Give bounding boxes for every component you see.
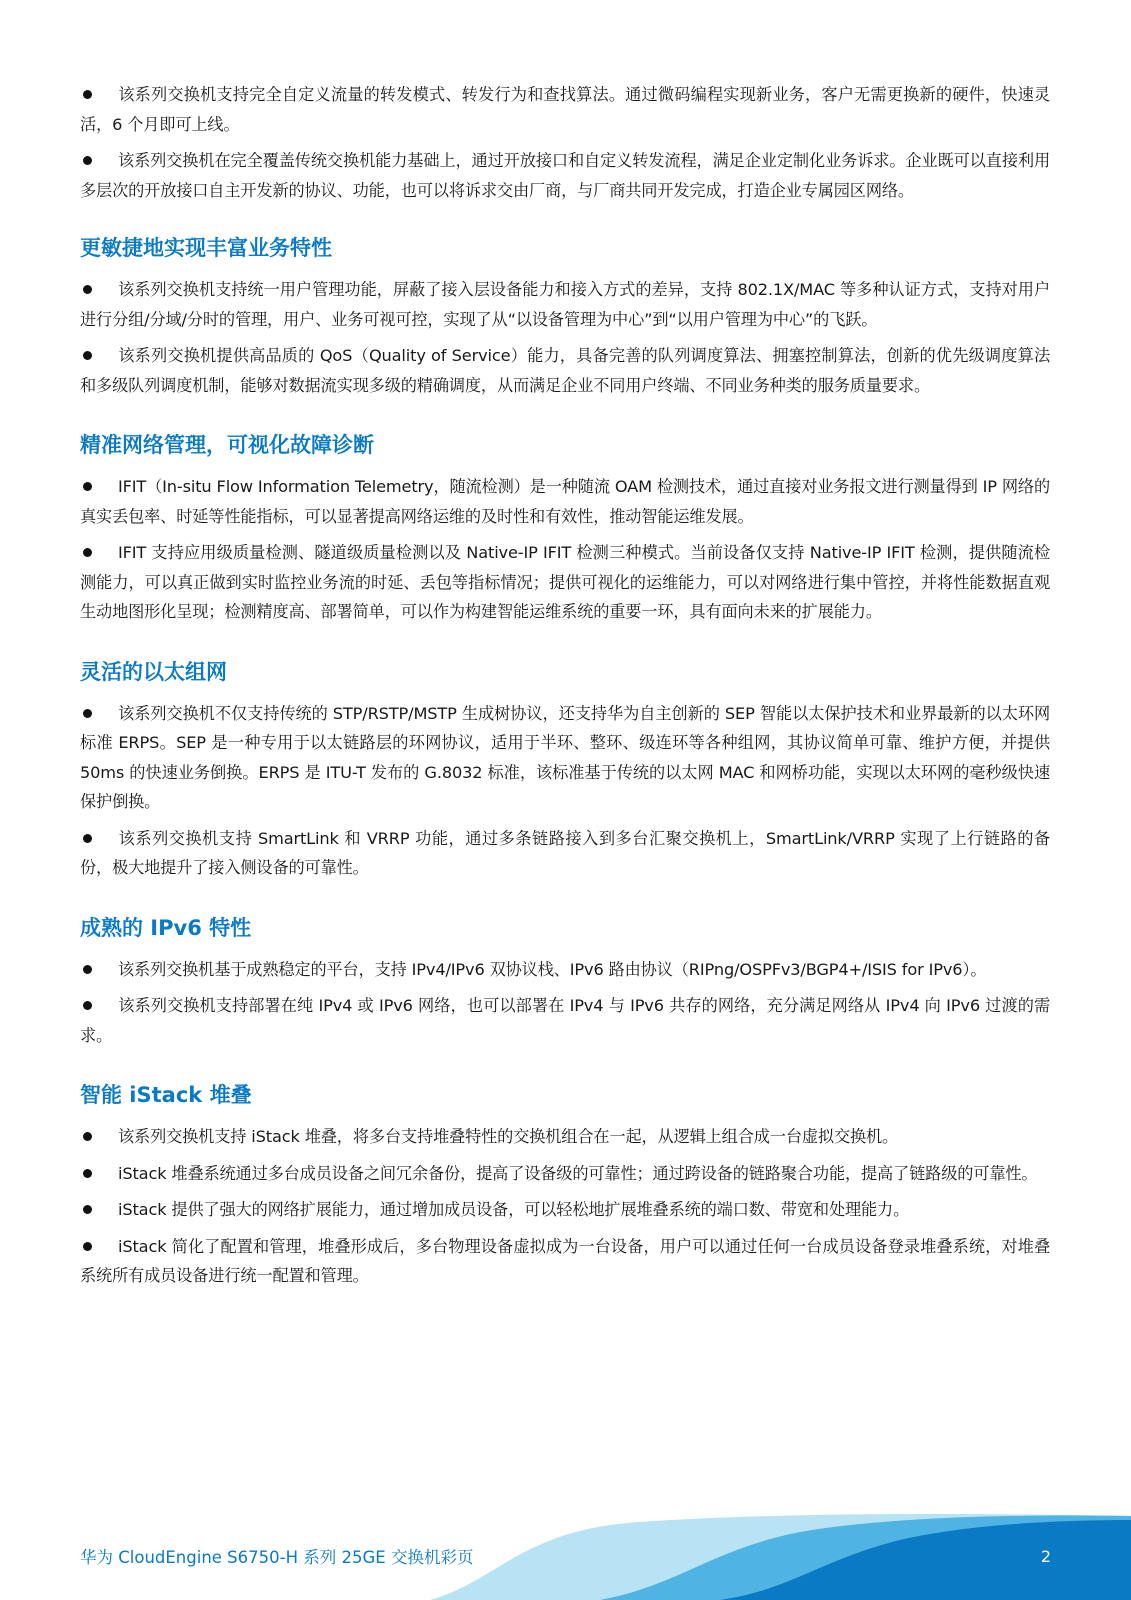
bullet-dot-icon — [83, 548, 92, 557]
bullet-item: 该系列交换机支持完全自定义流量的转发模式、转发行为和查找算法。通过微码编程实现新业务，客户无需更换新的硬件，快速灵活，6 个月即可上线。 — [80, 85, 1050, 134]
bullet-item: 该系列交换机提供高品质的 QoS（Quality of Service）能力，具备完善的队列调度算法、拥塞控制算法，创新的优先级调度算法和多级队列调度机制，能够对数据流实现多级的精确调度，从而满足企业不同用户终端、不同业务种类的服务质量要求。 — [80, 346, 1050, 395]
bullet-dot-icon — [83, 482, 92, 491]
page-number: 2 — [1040, 1547, 1051, 1566]
bullet-dot-icon — [83, 834, 92, 843]
bullet-dot-icon — [83, 1132, 92, 1141]
section-heading: 灵活的以太组网 — [80, 659, 227, 684]
bullet-item: 该系列交换机支持部署在纯 IPv4 或 IPv6 网络，也可以部署在 IPv4 与 IPv6 共存的网络，充分满足网络从 IPv4 向 IPv6 过渡的需求。 — [80, 996, 1050, 1045]
bullet-dot-icon — [83, 1169, 92, 1178]
bullet-dot-icon — [83, 1242, 92, 1251]
bullet-item: IFIT（In-situ Flow Information Telemetry，随流检测）是一种随流 OAM 检测技术，通过直接对业务报文进行测量得到 IP 网络的真实丢包率、时延等性能指标，可以显著提高网络运维的及时性和有效性，推动智能运维发展。 — [80, 477, 1050, 526]
section-heading: 精准网络管理，可视化故障诊断 — [80, 433, 374, 457]
bullet-item: 该系列交换机支持 iStack 堆叠，将多台支持堆叠特性的交换机组合在一起，从逻辑上组合成一台虚拟交换机。 — [80, 1122, 1050, 1152]
bullet-item: 该系列交换机在完全覆盖传统交换机能力基础上，通过开放接口和自定义转发流程，满足企业定制化业务诉求。企业既可以直接利用多层次的开放接口自主开发新的协议、功能，也可以将诉求交由厂商，与厂商共同开发完成，打造企业专属园区网络。 — [80, 151, 1050, 200]
section-heading: 成熟的 IPv6 特性 — [80, 915, 252, 940]
footer-title: 华为 CloudEngine S6750-H 系列 25GE 交换机彩页 — [80, 1548, 474, 1567]
bullet-item: 该系列交换机基于成熟稳定的平台，支持 IPv4/IPv6 双协议栈、IPv6 路由协议（RIPng/OSPFv3/BGP4+/ISIS for IPv6）。 — [80, 955, 1050, 985]
section-heading: 更敏捷地实现丰富业务特性 — [80, 236, 332, 260]
bullet-item: 该系列交换机支持 SmartLink 和 VRRP 功能，通过多条链路接入到多台汇聚交换机上，SmartLink/VRRP 实现了上行链路的备份，极大地提升了接入侧设备的可靠性。 — [80, 828, 1050, 877]
section-heading: 智能 iStack 堆叠 — [80, 1083, 252, 1107]
bullet-dot-icon — [83, 156, 92, 165]
section-intro — [80, 80, 1050, 205]
bullet-item: iStack 堆叠系统通过多台成员设备之间冗余备份，提高了设备级的可靠性；通过跨设备的链路聚合功能，提高了链路级的可靠性。 — [80, 1159, 1050, 1189]
bullet-dot-icon — [83, 1205, 92, 1214]
bullet-dot-icon — [83, 90, 92, 99]
section-network-management — [80, 430, 1050, 627]
bullet-item: 该系列交换机不仅支持传统的 STP/RSTP/MSTP 生成树协议，还支持华为自主创新的 SEP 智能以太保护技术和业界最新的以太环网标准 ERPS。SEP 是一种专用于以太链路层的环网协议，适用于半环、整环、级连环等各种组网，其协议简单可靠、维护方便，并提供 50ms 的快速业务倒换。ERPS 是 ITU-T 发布的 G.8032 标准，该标准基于传统的以太网 MAC 和网桥功能，实现以太环网的毫秒级快速保护倒换。 — [80, 703, 1050, 811]
bullet-dot-icon — [83, 709, 92, 718]
section-business-features — [80, 233, 1050, 400]
section-ethernet — [80, 657, 1050, 883]
bullet-dot-icon — [83, 285, 92, 294]
bullet-dot-icon — [83, 351, 92, 360]
bullet-item: iStack 提供了强大的网络扩展能力，通过增加成员设备，可以轻松地扩展堆叠系统的端口数、带宽和处理能力。 — [80, 1195, 1050, 1225]
document-body — [80, 80, 1050, 1298]
bullet-dot-icon — [83, 965, 92, 974]
bullet-item: iStack 简化了配置和管理，堆叠形成后，多台物理设备虚拟成为一台设备，用户可以通过任何一台成员设备登录堆叠系统，对堆叠系统所有成员设备进行统一配置和管理。 — [80, 1236, 1050, 1285]
section-ipv6 — [80, 913, 1050, 1051]
bullet-dot-icon — [83, 1001, 92, 1010]
section-istack — [80, 1080, 1050, 1291]
bullet-item: IFIT 支持应用级质量检测、隧道级质量检测以及 Native-IP IFIT 检测三种模式。当前设备仅支持 Native-IP IFIT 检测，提供随流检测能力，可以真正做到实时监控业务流的时延、丢包等指标情况；提供可视化的运维能力，可以对网络进行集中管控，并将性能数据直观生动地图形化呈现；检测精度高、部署简单，可以作为构建智能运维系统的重要一环，具有面向未来的扩展能力。 — [80, 543, 1050, 621]
bullet-item: 该系列交换机支持统一用户管理功能，屏蔽了接入层设备能力和接入方式的差异，支持 802.1X/MAC 等多种认证方式，支持对用户进行分组/分域/分时的管理，用户、业务可视可控，实现了从“以设备管理为中心”到“以用户管理为中心”的飞跃。 — [80, 280, 1050, 329]
